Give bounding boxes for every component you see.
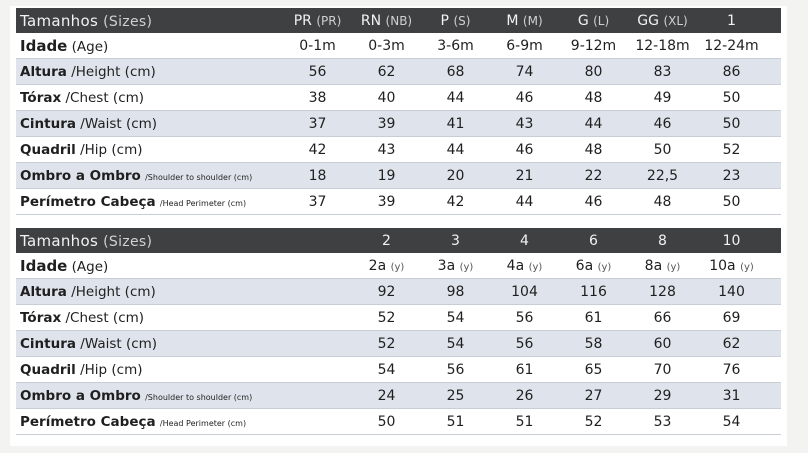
size-code-international: (XL)	[663, 13, 688, 28]
measurement-value: 52	[722, 141, 741, 158]
size-code: G	[577, 12, 589, 29]
measurement-value: 56	[515, 309, 534, 326]
measurement-value: 24	[377, 387, 396, 404]
size-code: 1	[727, 12, 736, 29]
measurement-label	[16, 388, 283, 404]
measurement-cells	[283, 310, 781, 326]
age-label	[16, 37, 283, 55]
measurement-label	[16, 194, 283, 210]
size-column-header	[559, 13, 628, 29]
measurement-row	[16, 189, 781, 215]
measurement-cells	[283, 64, 781, 80]
measurement-value: 61	[515, 361, 534, 378]
measurement-value: 74	[515, 63, 534, 80]
measurement-value: 65	[584, 361, 603, 378]
measurement-value: 70	[653, 361, 672, 378]
measurement-value: 69	[722, 309, 741, 326]
age-label-pt: Idade	[20, 256, 68, 275]
measurement-cells	[283, 142, 781, 158]
size-code-international: (S)	[453, 13, 471, 28]
age-value: 9-12m	[570, 37, 617, 54]
measurement-value: 66	[653, 309, 672, 326]
measurement-value: 61	[584, 309, 603, 326]
age-value: 3-6m	[437, 37, 474, 54]
measurement-value: 46	[653, 115, 672, 132]
size-code: P	[440, 12, 449, 29]
measurement-value: 37	[308, 193, 327, 210]
measurement-value: 29	[653, 387, 672, 404]
measurement-value: 56	[308, 63, 327, 80]
measurement-value: 22,5	[646, 167, 679, 184]
age-unit: (y)	[740, 261, 754, 273]
size-code: 6	[589, 232, 598, 249]
measurement-label-en: /Shoulder to shoulder (cm)	[145, 392, 253, 402]
age-cells	[283, 38, 781, 54]
age-value	[490, 258, 559, 274]
measurement-value: 18	[308, 167, 327, 184]
size-code: 8	[658, 232, 667, 249]
age-label	[16, 257, 283, 275]
size-column-header	[283, 13, 352, 29]
measurement-label	[16, 362, 283, 378]
age-label-en: (Age)	[71, 258, 109, 275]
measurement-value: 56	[515, 335, 534, 352]
age-value: 12-18m	[635, 37, 690, 54]
measurement-label	[16, 414, 283, 430]
measurement-label-en: /Height (cm)	[71, 63, 156, 80]
size-code: PR	[293, 12, 312, 29]
measurement-value: 38	[308, 89, 327, 106]
measurement-label	[16, 168, 283, 184]
measurement-row	[16, 163, 781, 189]
age-number: 8a	[644, 257, 663, 274]
size-column-header	[559, 233, 628, 249]
measurement-label	[16, 116, 283, 132]
age-unit: (y)	[597, 261, 612, 273]
measurement-label-en: /Shoulder to shoulder (cm)	[145, 172, 253, 182]
sizes-label-en: (Sizes)	[103, 233, 153, 250]
measurement-value: 53	[653, 413, 672, 430]
size-chart-sheet	[10, 6, 787, 446]
age-label-en: (Age)	[71, 38, 109, 55]
measurement-value: 42	[308, 141, 327, 158]
measurement-value: 54	[446, 309, 465, 326]
size-header-label	[16, 232, 283, 250]
measurement-label	[16, 284, 283, 300]
age-value	[559, 258, 628, 274]
measurement-label-en: /Waist (cm)	[80, 335, 158, 352]
measurement-value: 54	[446, 335, 465, 352]
age-value	[697, 258, 766, 274]
measurement-cells	[283, 362, 781, 378]
measurement-value: 48	[584, 141, 603, 158]
age-value: 12-24m	[704, 37, 759, 54]
sizes-label-en: (Sizes)	[103, 13, 153, 30]
size-code: 2	[382, 232, 391, 249]
measurement-value: 52	[377, 335, 396, 352]
age-unit: (y)	[459, 261, 474, 273]
measurement-row	[16, 383, 781, 409]
measurement-value: 44	[584, 115, 603, 132]
measurement-value: 39	[377, 193, 396, 210]
measurement-cells	[283, 168, 781, 184]
measurement-value: 68	[446, 63, 465, 80]
measurement-label	[16, 142, 283, 158]
age-number: 10a	[709, 257, 736, 274]
measurement-value: 44	[446, 141, 465, 158]
age-value	[628, 258, 697, 274]
measurement-value: 80	[584, 63, 603, 80]
age-value: 0-3m	[368, 37, 405, 54]
measurement-value: 43	[377, 141, 396, 158]
age-number: 6a	[575, 257, 594, 274]
age-row	[16, 33, 781, 59]
size-column-header	[490, 233, 559, 249]
measurement-label	[16, 336, 283, 352]
measurement-value: 46	[584, 193, 603, 210]
measurement-value: 22	[584, 167, 603, 184]
age-value	[352, 258, 421, 274]
measurement-value: 49	[653, 89, 672, 106]
measurement-value: 43	[515, 115, 534, 132]
measurement-value: 58	[584, 335, 603, 352]
measurement-cells	[283, 388, 781, 404]
measurement-value: 48	[584, 89, 603, 106]
measurement-label-pt: Altura	[20, 283, 67, 300]
measurement-row	[16, 409, 781, 435]
size-header-cells	[283, 233, 781, 249]
measurement-row	[16, 85, 781, 111]
measurement-cells	[283, 90, 781, 106]
measurement-value: 83	[653, 63, 672, 80]
sizes-label-pt: Tamanhos	[20, 231, 99, 250]
measurement-label-en: /Hip (cm)	[80, 141, 143, 158]
measurement-label-pt: Ombro a Ombro	[20, 167, 141, 184]
measurement-cells	[283, 284, 781, 300]
measurement-value: 92	[377, 283, 396, 300]
measurement-cells	[283, 194, 781, 210]
measurement-label	[16, 64, 283, 80]
measurement-label-en: /Waist (cm)	[80, 115, 158, 132]
sizes-label-pt: Tamanhos	[20, 11, 99, 30]
measurement-row	[16, 305, 781, 331]
measurement-row	[16, 357, 781, 383]
size-table-baby	[16, 8, 781, 215]
measurement-value: 56	[446, 361, 465, 378]
size-code: M	[506, 12, 519, 29]
size-code-international: (M)	[522, 13, 543, 28]
measurement-value: 44	[446, 89, 465, 106]
measurement-value: 46	[515, 141, 534, 158]
measurement-value: 21	[515, 167, 534, 184]
measurement-value: 51	[446, 413, 465, 430]
measurement-value: 76	[722, 361, 741, 378]
age-unit: (y)	[528, 261, 543, 273]
measurement-value: 50	[722, 89, 741, 106]
age-unit: (y)	[666, 261, 681, 273]
measurement-label-pt: Cintura	[20, 115, 76, 132]
age-value	[421, 258, 490, 274]
measurement-value: 50	[722, 193, 741, 210]
measurement-value: 86	[722, 63, 741, 80]
measurement-value: 104	[511, 283, 538, 300]
measurement-row	[16, 279, 781, 305]
measurement-value: 50	[377, 413, 396, 430]
measurement-label-pt: Tórax	[20, 89, 62, 106]
age-row	[16, 253, 781, 279]
measurement-value: 50	[653, 141, 672, 158]
measurement-value: 23	[722, 167, 741, 184]
measurement-value: 44	[515, 193, 534, 210]
measurement-value: 116	[580, 283, 607, 300]
measurement-cells	[283, 336, 781, 352]
measurement-value: 50	[722, 115, 741, 132]
measurement-label-en: /Head Perimeter (cm)	[159, 418, 247, 428]
measurement-value: 140	[718, 283, 745, 300]
size-header-cells	[283, 13, 781, 29]
age-value: 0-1m	[299, 37, 336, 54]
measurement-label-en: /Height (cm)	[71, 283, 156, 300]
size-header-row	[16, 8, 781, 33]
measurement-value: 60	[653, 335, 672, 352]
measurement-label-pt: Cintura	[20, 335, 76, 352]
size-column-header	[352, 233, 421, 249]
measurement-value: 27	[584, 387, 603, 404]
size-code-international: (NB)	[385, 13, 413, 28]
size-column-header	[490, 13, 559, 29]
measurement-label	[16, 90, 283, 106]
measurement-value: 52	[377, 309, 396, 326]
measurement-value: 46	[515, 89, 534, 106]
measurement-label-en: /Head Perimeter (cm)	[159, 198, 247, 208]
measurement-label-pt: Perímetro Cabeça	[20, 413, 156, 430]
measurement-label-pt: Quadril	[20, 141, 76, 158]
measurement-label-pt: Quadril	[20, 361, 76, 378]
measurement-row	[16, 331, 781, 357]
measurement-row	[16, 137, 781, 163]
measurement-value: 25	[446, 387, 465, 404]
size-table-kids	[16, 228, 781, 435]
measurement-label-pt: Altura	[20, 63, 67, 80]
age-number: 4a	[506, 257, 525, 274]
measurement-value: 98	[446, 283, 465, 300]
size-column-header	[352, 13, 421, 29]
size-column-header	[697, 233, 766, 249]
measurement-label	[16, 310, 283, 326]
measurement-value: 31	[722, 387, 741, 404]
measurement-value: 54	[377, 361, 396, 378]
size-code: 4	[520, 232, 529, 249]
measurement-value: 52	[584, 413, 603, 430]
age-number: 3a	[437, 257, 456, 274]
measurement-value: 40	[377, 89, 396, 106]
measurement-value: 19	[377, 167, 396, 184]
measurement-label-en: /Chest (cm)	[65, 309, 145, 326]
measurement-value: 42	[446, 193, 465, 210]
measurement-cells	[283, 116, 781, 132]
measurement-row	[16, 59, 781, 85]
measurement-value: 39	[377, 115, 396, 132]
size-code-international: (PR)	[316, 13, 342, 28]
measurement-value: 62	[377, 63, 396, 80]
age-label-pt: Idade	[20, 36, 68, 55]
size-header-label	[16, 12, 283, 30]
measurement-label-pt: Ombro a Ombro	[20, 387, 141, 404]
measurement-row	[16, 111, 781, 137]
age-unit: (y)	[390, 261, 405, 273]
size-code: 10	[722, 232, 741, 249]
size-header-row	[16, 228, 781, 253]
size-column-header	[697, 13, 766, 29]
size-column-header	[421, 233, 490, 249]
size-code: GG	[637, 12, 659, 29]
measurement-cells	[283, 414, 781, 430]
measurement-value: 20	[446, 167, 465, 184]
measurement-label-en: /Hip (cm)	[80, 361, 143, 378]
measurement-value: 41	[446, 115, 465, 132]
size-column-header	[628, 13, 697, 29]
age-number: 2a	[368, 257, 387, 274]
measurement-value: 128	[649, 283, 676, 300]
measurement-value: 54	[722, 413, 741, 430]
size-code: RN	[360, 12, 382, 29]
measurement-value: 51	[515, 413, 534, 430]
measurement-value: 62	[722, 335, 741, 352]
measurement-label-pt: Perímetro Cabeça	[20, 193, 156, 210]
size-column-header	[421, 13, 490, 29]
measurement-label-pt: Tórax	[20, 309, 62, 326]
measurement-value: 48	[653, 193, 672, 210]
age-cells	[283, 258, 781, 274]
size-code-international: (L)	[593, 13, 610, 28]
age-value: 6-9m	[506, 37, 543, 54]
measurement-label-en: /Chest (cm)	[65, 89, 145, 106]
size-code: 3	[451, 232, 460, 249]
size-column-header	[628, 233, 697, 249]
measurement-value: 26	[515, 387, 534, 404]
measurement-value: 37	[308, 115, 327, 132]
